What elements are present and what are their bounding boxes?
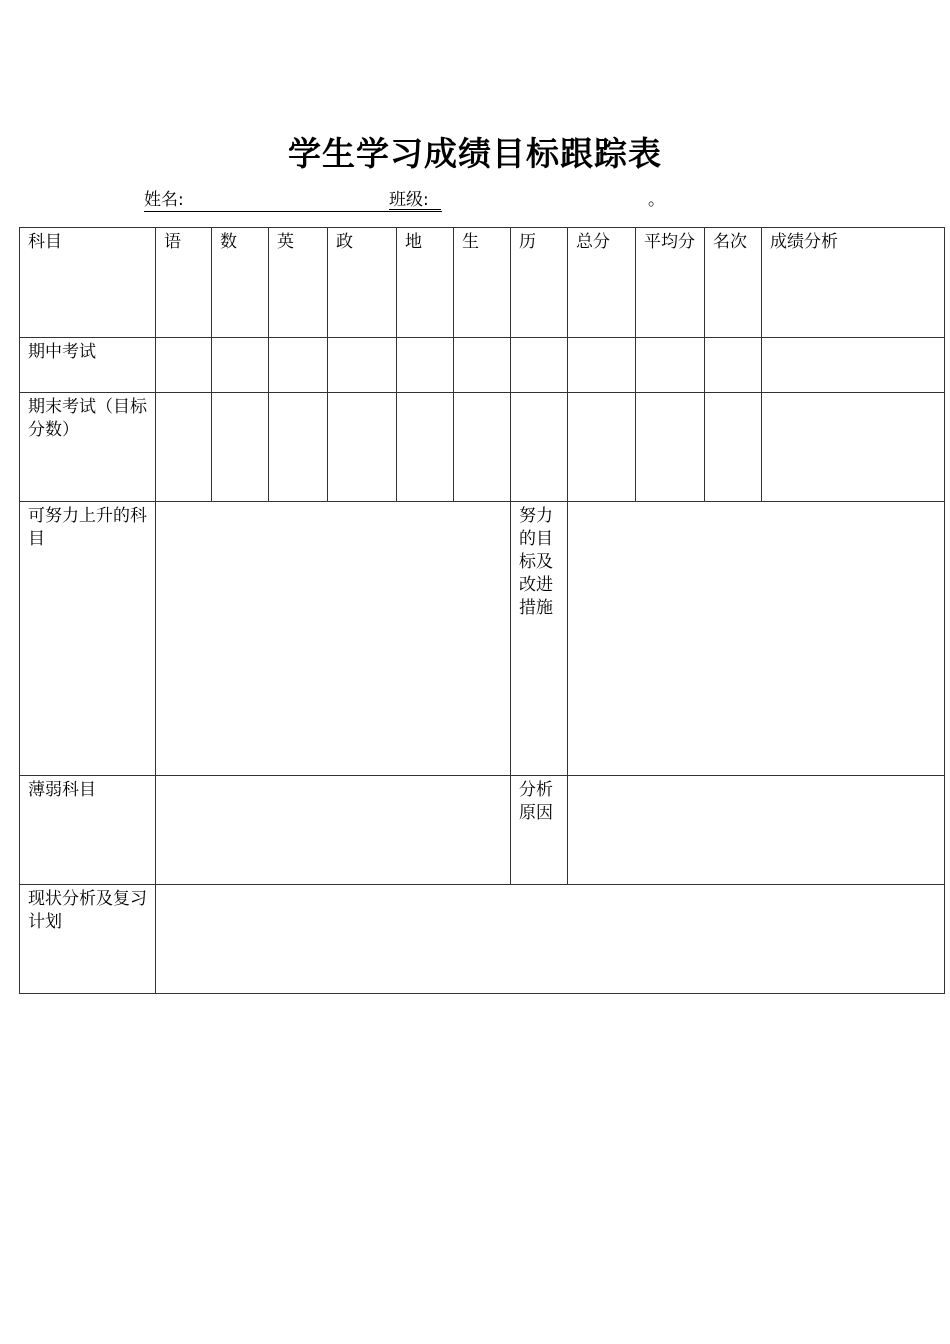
midterm-politics-cell[interactable]	[328, 338, 397, 393]
plan-label: 现状分析及复习计划	[20, 885, 156, 994]
midterm-row	[20, 338, 945, 393]
header-geography: 地	[397, 228, 454, 338]
score-tracking-table	[19, 227, 945, 994]
midterm-geography-cell[interactable]	[397, 338, 454, 393]
weak-row	[20, 776, 945, 885]
final-geography-cell[interactable]	[397, 393, 454, 502]
header-subject: 科目	[20, 228, 156, 338]
midterm-total-cell[interactable]	[568, 338, 636, 393]
header-history: 历	[511, 228, 568, 338]
header-row	[20, 228, 945, 338]
midterm-history-cell[interactable]	[511, 338, 568, 393]
final-rank-cell[interactable]	[705, 393, 762, 502]
improvable-label: 可努力上升的科目	[20, 502, 156, 776]
name-label: 姓名:	[144, 190, 184, 210]
header-chinese: 语	[156, 228, 212, 338]
midterm-label: 期中考试	[20, 338, 156, 393]
final-average-cell[interactable]	[636, 393, 705, 502]
measures-cell[interactable]	[568, 502, 945, 776]
midterm-math-cell[interactable]	[212, 338, 269, 393]
midterm-english-cell[interactable]	[269, 338, 328, 393]
reason-cell[interactable]	[568, 776, 945, 885]
final-target-label: 期末考试（目标分数）	[20, 393, 156, 502]
header-english: 英	[269, 228, 328, 338]
header-total: 总分	[568, 228, 636, 338]
final-math-cell[interactable]	[212, 393, 269, 502]
header-average: 平均分	[636, 228, 705, 338]
plan-row	[20, 885, 945, 994]
midterm-analysis-cell[interactable]	[762, 338, 945, 393]
midterm-chinese-cell[interactable]	[156, 338, 212, 393]
class-label: 班级:	[389, 190, 429, 210]
header-analysis: 成绩分析	[762, 228, 945, 338]
improvable-subjects-cell[interactable]	[156, 502, 511, 776]
weak-label: 薄弱科目	[20, 776, 156, 885]
reason-label: 分析原因	[511, 776, 568, 885]
final-total-cell[interactable]	[568, 393, 636, 502]
header-politics: 政	[328, 228, 397, 338]
midterm-rank-cell[interactable]	[705, 338, 762, 393]
final-history-cell[interactable]	[511, 393, 568, 502]
measures-label: 努力的目标及改进措施	[511, 502, 568, 776]
header-biology: 生	[454, 228, 511, 338]
final-chinese-cell[interactable]	[156, 393, 212, 502]
page-title: 学生学习成绩目标跟踪表	[288, 134, 662, 173]
plan-cell[interactable]	[156, 885, 945, 994]
final-analysis-cell[interactable]	[762, 393, 945, 502]
midterm-average-cell[interactable]	[636, 338, 705, 393]
weak-subjects-cell[interactable]	[156, 776, 511, 885]
trailing-period: 。	[648, 190, 665, 210]
improvable-row	[20, 502, 945, 776]
final-target-row	[20, 393, 945, 502]
final-politics-cell[interactable]	[328, 393, 397, 502]
midterm-biology-cell[interactable]	[454, 338, 511, 393]
header-math: 数	[212, 228, 269, 338]
final-biology-cell[interactable]	[454, 393, 511, 502]
class-underline	[389, 209, 441, 210]
class-field[interactable]	[389, 189, 429, 211]
final-english-cell[interactable]	[269, 393, 328, 502]
header-rank: 名次	[705, 228, 762, 338]
